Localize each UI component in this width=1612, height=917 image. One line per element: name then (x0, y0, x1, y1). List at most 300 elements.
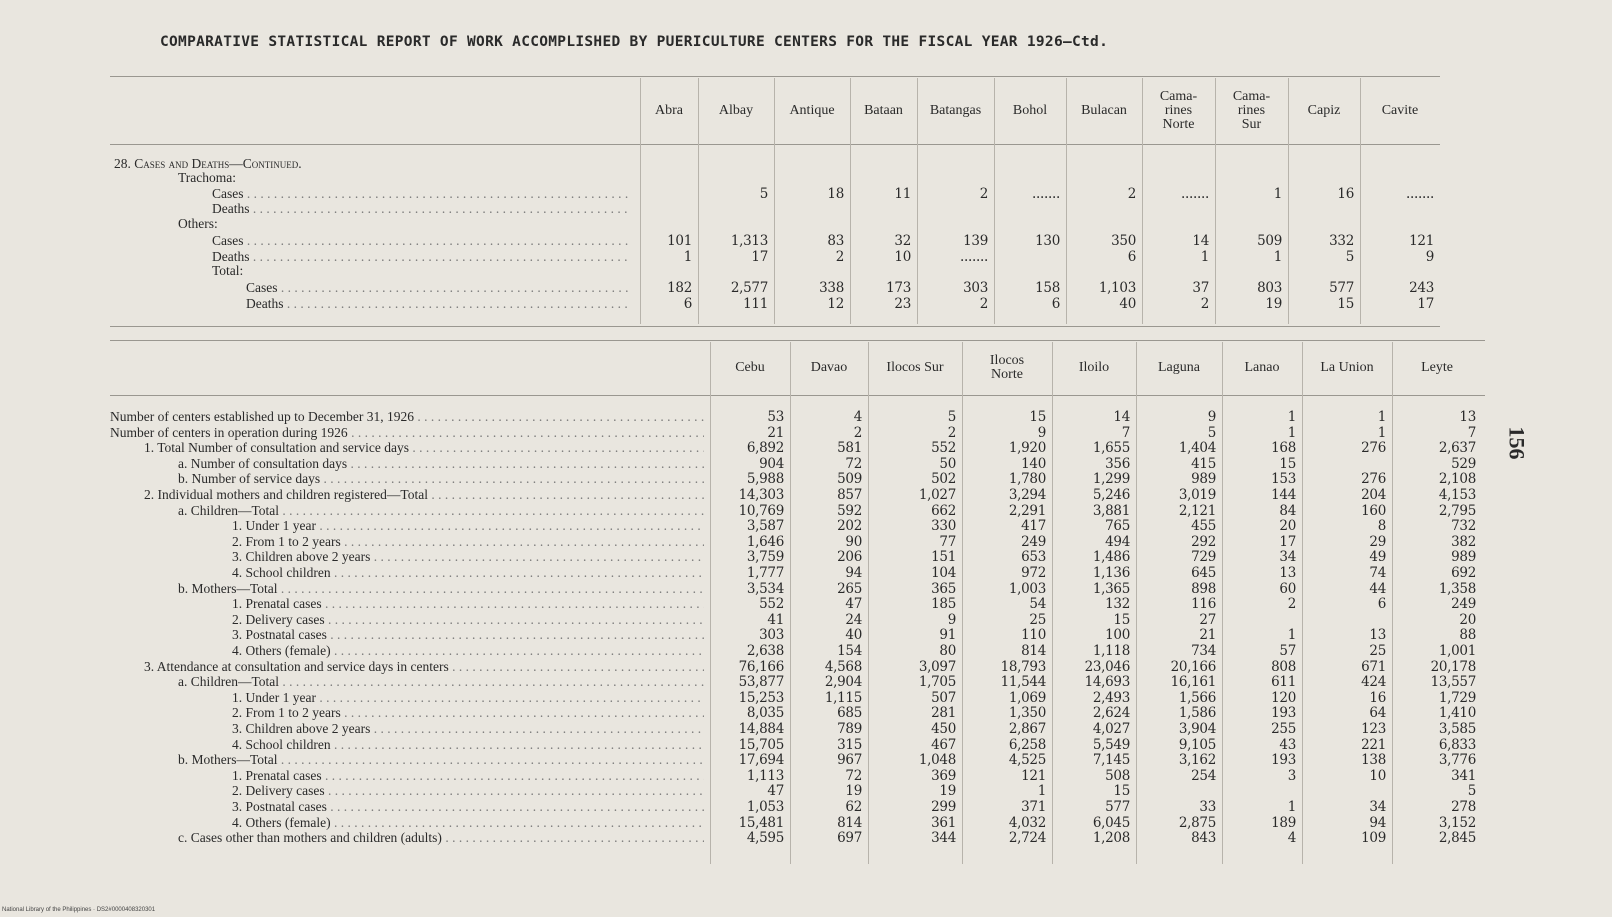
column-header: Batangas (929, 103, 982, 118)
cell-value: 415 (1191, 455, 1216, 472)
cell-value: 2,637 (1438, 440, 1476, 457)
cell-value: 17 (1279, 533, 1296, 550)
cell-value: ....... (1181, 186, 1209, 202)
row-label: 2. Individual mothers and children registered—Total . . . (144, 487, 704, 503)
cell-value: 581 (837, 440, 862, 457)
cell-value: 111 (743, 296, 768, 312)
row-label: Deaths . . . (212, 249, 628, 265)
cell-value: 3,152 (1438, 814, 1476, 831)
column-header: Laguna (1158, 360, 1200, 375)
column-header: Abra (655, 103, 683, 118)
column-header: Davao (810, 360, 848, 375)
cell-value: 315 (837, 736, 862, 753)
row-label: 3. Children above 2 years . . . (232, 721, 704, 737)
cell-value: 84 (1279, 502, 1296, 519)
cell-value: 2 (979, 186, 988, 202)
cell-value: 424 (1361, 674, 1386, 691)
cell-value: 13 (1279, 565, 1296, 581)
cell-value: 14,303 (738, 487, 784, 503)
cell-value: 29 (1369, 533, 1386, 550)
cell-value: 1,566 (1178, 689, 1216, 706)
cell-value: 20,166 (1170, 658, 1216, 675)
cell-value: 972 (1021, 565, 1046, 581)
cell-value: 15 (1279, 455, 1296, 472)
cell-value: 27 (1199, 611, 1216, 628)
cell-value: 5 (759, 186, 768, 202)
cell-value: 303 (759, 627, 784, 644)
page-number: 156 (1504, 426, 1530, 460)
cell-value: 13,557 (1430, 674, 1476, 691)
cell-value: 1,027 (918, 487, 956, 503)
cell-value: 1 (1377, 409, 1386, 425)
cell-value: 13 (1369, 627, 1386, 644)
cell-value: 303 (963, 280, 988, 296)
cell-value: 3,587 (746, 518, 784, 535)
row-label: Number of centers established up to December 31, 1926 . . . (110, 409, 704, 425)
cell-value: ....... (1406, 186, 1434, 202)
cell-value: 90 (845, 533, 862, 550)
cell-value: 94 (845, 565, 862, 581)
cell-value: 2 (1287, 596, 1296, 613)
cell-value: 330 (931, 518, 956, 535)
cell-value: 2 (979, 296, 988, 312)
cell-value: 332 (1329, 233, 1354, 249)
cell-value: ....... (960, 249, 988, 265)
cell-value: 19 (845, 783, 862, 800)
cell-value: 276 (1361, 471, 1386, 488)
cell-value: 552 (931, 440, 956, 457)
cell-value: 57 (1279, 643, 1296, 659)
cell-value: 110 (1021, 627, 1046, 644)
cell-value: 121 (1409, 233, 1434, 249)
cell-value: 116 (1191, 596, 1216, 613)
cell-value: 17,694 (738, 752, 784, 769)
cell-value: 371 (1021, 799, 1046, 815)
cell-value: 4,525 (1008, 752, 1046, 769)
cell-value: 1,053 (746, 799, 784, 815)
row-label: b. Mothers—Total . . . (178, 581, 704, 597)
cell-value: 15,253 (738, 689, 784, 706)
cell-value: 14,693 (1084, 674, 1130, 691)
cell-value: 967 (837, 752, 862, 769)
cell-value: 508 (1105, 767, 1130, 784)
cell-value: 14,884 (738, 721, 784, 737)
cell-value: 529 (1451, 455, 1476, 472)
cell-value: 692 (1451, 565, 1476, 581)
cell-value: 14 (1113, 409, 1130, 425)
column-header: Bohol (1012, 103, 1048, 118)
cell-value: 1 (1287, 409, 1296, 425)
cell-value: 653 (1021, 549, 1046, 566)
cell-value: 5,246 (1092, 487, 1130, 503)
cell-value: 577 (1105, 799, 1130, 815)
cell-value: 2,577 (730, 280, 768, 296)
cell-value: 76,166 (738, 658, 784, 675)
cell-value: 11 (894, 186, 911, 202)
cell-value: 292 (1191, 533, 1216, 550)
cell-value: 1,003 (1008, 580, 1046, 597)
cell-value: 160 (1361, 502, 1386, 519)
cell-value: 40 (845, 627, 862, 644)
cell-value: 173 (886, 280, 911, 296)
cell-value: 350 (1111, 233, 1136, 249)
cell-value: 1,646 (746, 533, 784, 550)
header-bottom-rule (110, 144, 1440, 145)
cell-value: 1 (1287, 799, 1296, 815)
cell-value: 2,291 (1008, 502, 1046, 519)
cell-value: 168 (1271, 440, 1296, 457)
cell-value: 255 (1271, 721, 1296, 737)
cell-value: 17 (751, 249, 768, 265)
row-label: 1. Under 1 year . . . (232, 518, 704, 534)
table-bottom-rule (110, 326, 1440, 327)
cell-value: 123 (1361, 721, 1386, 737)
cell-value: 20,178 (1430, 658, 1476, 675)
cell-value: 154 (837, 643, 862, 659)
cell-value: 1,113 (746, 767, 784, 784)
cell-value: 49 (1369, 549, 1386, 566)
cell-value: 15 (1113, 611, 1130, 628)
cell-value: 72 (845, 767, 862, 784)
header-top-rule (110, 340, 1485, 341)
row-label: 1. Prenatal cases . . . (232, 596, 704, 612)
cell-value: 8,035 (746, 705, 784, 722)
cell-value: 72 (845, 455, 862, 472)
cell-value: 732 (1451, 518, 1476, 535)
cell-value: 144 (1271, 487, 1296, 503)
row-label: b. Number of service days . . . (178, 471, 704, 487)
cell-value: 77 (939, 533, 956, 550)
cell-value: 904 (759, 455, 784, 472)
cell-value: 16 (1337, 186, 1354, 202)
cell-value: 25 (1029, 611, 1046, 628)
cell-value: 6,045 (1092, 814, 1130, 831)
cell-value: 9 (1037, 424, 1046, 441)
cell-value: 2,904 (824, 674, 862, 691)
cell-value: 671 (1361, 658, 1386, 675)
cell-value: 6 (1127, 249, 1136, 265)
cell-value: 11,544 (1000, 674, 1046, 691)
cell-value: 9 (947, 611, 956, 628)
cell-value: 83 (827, 233, 844, 249)
cell-value: 814 (837, 814, 862, 831)
cell-value: 37 (1192, 280, 1209, 296)
cell-value: 3,162 (1178, 752, 1216, 769)
cell-value: 2 (835, 249, 844, 265)
section-heading: 28. Cases and Deaths—Continued. (114, 156, 302, 171)
row-label: b. Mothers—Total . . . (178, 752, 704, 768)
cell-value: 151 (931, 549, 956, 566)
cell-value: 153 (1271, 471, 1296, 488)
cell-value: 814 (1021, 643, 1046, 659)
row-label: 2. From 1 to 2 years . . . (232, 534, 704, 550)
cell-value: 2,875 (1178, 814, 1216, 831)
cell-value: 281 (931, 705, 956, 722)
cell-value: 6,258 (1008, 736, 1046, 753)
cell-value: 53 (767, 409, 784, 425)
cell-value: 15,705 (738, 736, 784, 753)
cell-value: 3,097 (918, 658, 956, 675)
cell-value: 9 (1425, 249, 1434, 265)
cell-value: 1,404 (1178, 440, 1216, 457)
cell-value: 100 (1105, 627, 1130, 644)
cell-value: 13 (1459, 409, 1476, 425)
cell-value: 989 (1191, 471, 1216, 488)
cell-value: 47 (767, 783, 784, 800)
cell-value: 697 (837, 830, 862, 847)
cell-value: 509 (837, 471, 862, 488)
cell-value: 1,048 (918, 752, 956, 769)
row-label: Others: (178, 216, 218, 231)
row-label: 1. Total Number of consultation and service days . . . (144, 440, 704, 456)
cell-value: 10 (894, 249, 911, 265)
cell-value: 47 (845, 596, 862, 613)
cell-value: 193 (1271, 705, 1296, 722)
cell-value: 278 (1451, 799, 1476, 815)
row-label: 3. Postnatal cases . . . (232, 627, 704, 643)
cell-value: 1 (1200, 249, 1209, 265)
cell-value: 857 (837, 487, 862, 503)
cell-value: 843 (1191, 830, 1216, 847)
column-header: La Union (1320, 360, 1374, 375)
column-header: Lanao (1244, 360, 1280, 375)
cell-value: 5 (1345, 249, 1354, 265)
cell-value: 361 (931, 814, 956, 831)
cell-value: 1 (1377, 424, 1386, 441)
row-label: Total: (212, 263, 244, 278)
cell-value: 21 (1199, 627, 1216, 644)
cell-value: 130 (1035, 233, 1060, 249)
cell-value: 1,001 (1438, 643, 1476, 659)
cell-value: 4,032 (1008, 814, 1046, 831)
cell-value: 15 (1337, 296, 1354, 312)
cell-value: 592 (837, 502, 862, 519)
row-label: Cases . . . (212, 186, 628, 202)
cell-value: 2 (947, 424, 956, 441)
cell-value: 243 (1409, 280, 1434, 296)
cell-value: 662 (931, 502, 956, 519)
cell-value: 3,585 (1438, 721, 1476, 737)
cell-value: 1,777 (746, 565, 784, 581)
cell-value: 94 (1369, 814, 1386, 831)
row-label: Number of centers in operation during 1926 . . . (110, 425, 704, 441)
cell-value: 341 (1451, 767, 1476, 784)
cell-value: 10 (1369, 767, 1386, 784)
header-top-rule (110, 76, 1440, 77)
cell-value: 276 (1361, 440, 1386, 457)
column-header: Ilocos Sur (886, 360, 944, 375)
cell-value: 15,481 (738, 814, 784, 831)
cell-value: 1,136 (1092, 565, 1130, 581)
cell-value: 1 (1273, 249, 1282, 265)
cell-value: 109 (1361, 830, 1386, 847)
cell-value: 121 (1021, 767, 1046, 784)
cell-value: 5 (1467, 783, 1476, 800)
cell-value: 4 (1287, 830, 1296, 847)
cell-value: 43 (1279, 736, 1296, 753)
cell-value: 1,358 (1438, 580, 1476, 597)
cell-value: 34 (1369, 799, 1386, 815)
cell-value: 2 (1200, 296, 1209, 312)
cell-value: 2,121 (1178, 502, 1216, 519)
column-header: Antique (789, 103, 835, 118)
cell-value: 16,161 (1170, 674, 1216, 691)
cell-value: 1,313 (730, 233, 768, 249)
cell-value: 221 (1361, 736, 1386, 753)
cell-value: 15 (1029, 409, 1046, 425)
cell-value: 6 (1377, 596, 1386, 613)
row-label: a. Number of consultation days . . . (178, 456, 704, 472)
row-label: Trachoma: (178, 170, 236, 185)
cell-value: 611 (1271, 674, 1296, 691)
cell-value: 17 (1417, 296, 1434, 312)
row-label: Deaths . . . (246, 296, 628, 312)
cell-value: 2,845 (1438, 830, 1476, 847)
cell-value: 729 (1191, 549, 1216, 566)
cell-value: 14 (1192, 233, 1209, 249)
cell-value: 356 (1105, 455, 1130, 472)
page-title: COMPARATIVE STATISTICAL REPORT OF WORK ACCOMPLISHED BY PUERICULTURE CENTERS FOR THE FISCAL YEAR 1926—Ctd. (160, 34, 1109, 50)
row-label: 3. Attendance at consultation and service days in centers . . . (144, 659, 704, 675)
cell-value: 808 (1271, 658, 1296, 675)
cell-value: 789 (837, 721, 862, 737)
row-label: 1. Under 1 year . . . (232, 690, 704, 706)
cell-value: 5 (1207, 424, 1216, 441)
cell-value: 185 (931, 596, 956, 613)
cell-value: 577 (1329, 280, 1354, 296)
cell-value: 1,705 (918, 674, 956, 691)
row-label: a. Children—Total . . . (178, 503, 704, 519)
cell-value: 74 (1369, 565, 1386, 581)
cell-value: 685 (837, 705, 862, 722)
row-label: Cases . . . (212, 233, 628, 249)
cell-value: 450 (931, 721, 956, 737)
cell-value: 6 (1051, 296, 1060, 312)
cell-value: 62 (845, 799, 862, 815)
cell-value: 5 (947, 409, 956, 425)
cell-value: 2 (853, 424, 862, 441)
cell-value: 3,776 (1438, 752, 1476, 769)
cell-value: 2,638 (746, 643, 784, 659)
column-header: Cebu (735, 360, 765, 375)
cell-value: 507 (931, 689, 956, 706)
cell-value: 338 (819, 280, 844, 296)
cell-value: 1 (1037, 783, 1046, 800)
cell-value: 5,549 (1092, 736, 1130, 753)
header-bottom-rule (110, 395, 1485, 396)
cell-value: 3,904 (1178, 721, 1216, 737)
cell-value: 120 (1271, 689, 1296, 706)
cell-value: 455 (1191, 518, 1216, 535)
cell-value: ....... (1032, 186, 1060, 202)
column-header: Ilocos Norte (989, 353, 1025, 382)
cell-value: 2,795 (1438, 502, 1476, 519)
row-label: 4. Others (female) . . . (232, 815, 704, 831)
cell-value: 104 (931, 565, 956, 581)
cell-value: 91 (939, 627, 956, 644)
column-header: Cama- rines Sur (1232, 89, 1271, 132)
cell-value: 3,294 (1008, 487, 1046, 503)
cell-value: 25 (1369, 643, 1386, 659)
cell-value: 18,793 (1000, 658, 1046, 675)
column-header: Cama- rines Norte (1159, 89, 1198, 132)
cell-value: 132 (1105, 596, 1130, 613)
cell-value: 1,586 (1178, 705, 1216, 722)
column-header: Cavite (1381, 103, 1419, 118)
cell-value: 1,410 (1438, 705, 1476, 722)
cell-value: 182 (667, 280, 692, 296)
cell-value: 1 (1287, 627, 1296, 644)
cell-value: 23,046 (1084, 658, 1130, 675)
row-label: 4. School children . . . (232, 737, 704, 753)
row-label: 2. From 1 to 2 years . . . (232, 705, 704, 721)
cell-value: 53,877 (738, 674, 784, 691)
cell-value: 3,881 (1092, 502, 1130, 519)
cell-value: 4 (853, 409, 862, 425)
cell-value: 1 (1273, 186, 1282, 202)
cell-value: 502 (931, 471, 956, 488)
cell-value: 1,118 (1092, 643, 1130, 659)
cell-value: 1,655 (1092, 440, 1130, 457)
cell-value: 193 (1271, 752, 1296, 769)
cell-value: 16 (1369, 689, 1386, 706)
row-label: 3. Postnatal cases . . . (232, 799, 704, 815)
cell-value: 7 (1467, 424, 1476, 441)
cell-value: 15 (1113, 783, 1130, 800)
cell-value: 898 (1191, 580, 1216, 597)
cell-value: 249 (1451, 596, 1476, 613)
cell-value: 645 (1191, 565, 1216, 581)
cell-value: 54 (1029, 596, 1046, 613)
cell-value: 9,105 (1178, 736, 1216, 753)
cell-value: 19 (939, 783, 956, 800)
cell-value: 2,724 (1008, 830, 1046, 847)
cell-value: 1,350 (1008, 705, 1046, 722)
cell-value: 32 (894, 233, 911, 249)
cell-value: 6 (683, 296, 692, 312)
cell-value: 7 (1121, 424, 1130, 441)
cell-value: 64 (1369, 705, 1386, 722)
cell-value: 803 (1257, 280, 1282, 296)
cell-value: 369 (931, 767, 956, 784)
cell-value: 140 (1021, 455, 1046, 472)
cell-value: 6,892 (746, 440, 784, 457)
cell-value: 101 (667, 233, 692, 249)
column-header: Leyte (1421, 360, 1453, 375)
cell-value: 1,920 (1008, 440, 1046, 457)
cell-value: 3,759 (746, 549, 784, 566)
cell-value: 9 (1207, 409, 1216, 425)
cell-value: 4,153 (1438, 487, 1476, 503)
cell-value: 139 (963, 233, 988, 249)
cell-value: 3,019 (1178, 487, 1216, 503)
row-label: 3. Children above 2 years . . . (232, 549, 704, 565)
cell-value: 3 (1287, 767, 1296, 784)
cell-value: 204 (1361, 487, 1386, 503)
cell-value: 10,769 (738, 502, 784, 519)
cell-value: 552 (759, 596, 784, 613)
cell-value: 80 (939, 643, 956, 659)
cell-value: 265 (837, 580, 862, 597)
cell-value: 21 (767, 424, 784, 441)
cell-value: 2,493 (1092, 689, 1130, 706)
cell-value: 40 (1119, 296, 1136, 312)
cell-value: 254 (1191, 767, 1216, 784)
cell-value: 23 (894, 296, 911, 312)
cell-value: 19 (1265, 296, 1282, 312)
cell-value: 8 (1377, 518, 1386, 535)
cell-value: 189 (1271, 814, 1296, 831)
